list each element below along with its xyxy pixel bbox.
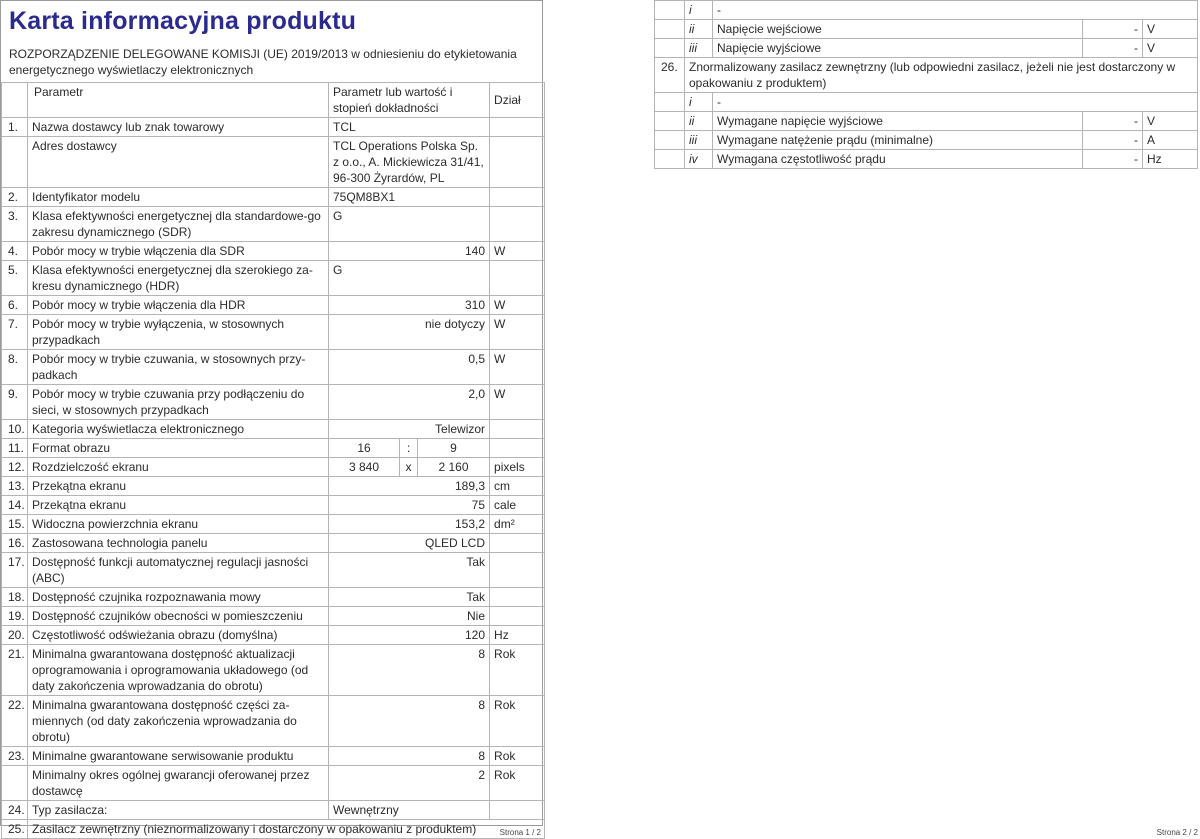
table-row: 16. Zastosowana technologia panelu QLED LCD [2, 534, 545, 553]
table-row: iii Napięcie wyjściowe - V [655, 39, 1198, 58]
table-row: 25. Zasilacz zewnętrzny (nieznormalizowany i dostarczony w opakowaniu z produktem) [2, 820, 545, 839]
table-row: 17. Dostępność funkcji automatycznej regulacji jasności (ABC) Tak [2, 553, 545, 588]
table-row: 11. Format obrazu 16 : 9 [2, 439, 545, 458]
table-row: 18. Dostępność czujnika rozpoznawania mowy Tak [2, 588, 545, 607]
table-row: 19. Dostępność czujników obecności w pomieszczeniu Nie [2, 607, 545, 626]
header-section: Dział [490, 83, 545, 118]
regulation-subtitle: ROZPORZĄDZENIE DELEGOWANE KOMISJI (UE) 2019/2013 w odniesieniu do etykietowania energetycznego wyświetlaczy elektronicznych [9, 47, 517, 77]
table-row: ii Napięcie wejściowe - V [655, 20, 1198, 39]
table-row: 8. Pobór mocy w trybie czuwania, w stosownych przy-padkach 0,5 W [2, 350, 545, 385]
table-row: 4. Pobór mocy w trybie włączenia dla SDR 140 W [2, 242, 545, 261]
table-row: 10. Kategoria wyświetlacza elektronicznego Telewizor [2, 420, 545, 439]
table-row: 21. Minimalna gwarantowana dostępność aktualizacji oprogramowania i oprogramowania układowego (od daty zakończenia wprowadzania do obrotu) 8 Rok [2, 645, 545, 696]
page-1 [0, 0, 543, 838]
table-row: 14. Przekątna ekranu 75 cale [2, 496, 545, 515]
page-footer: Strona 1 / 2 [499, 828, 541, 837]
header-value: Parametr lub wartość i stopień dokładności [329, 83, 490, 118]
table-row: Adres dostawcy TCL Operations Polska Sp. z o.o., A. Mickiewicza 31/41, 96-300 Żyrardów, PL [2, 137, 545, 188]
table-row: 5. Klasa efektywności energetycznej dla szerokiego za-kresu dynamicznego (HDR) G [2, 261, 545, 296]
table-row: 26. Znormalizowany zasilacz zewnętrzny (lub odpowiedni zasilacz, jeżeli nie jest dostarczony w opakowaniu z produktem) [655, 58, 1198, 93]
product-info-table [1, 82, 545, 839]
page-title: Karta informacyjna produktu [9, 7, 357, 35]
table-row: iv Wymagana częstotliwość prądu - Hz [655, 150, 1198, 169]
table-row: 23. Minimalne gwarantowane serwisowanie produktu 8 Rok [2, 747, 545, 766]
table-row: 1. Nazwa dostawcy lub znak towarowy TCL [2, 118, 545, 137]
header-param: Parametr [28, 83, 329, 118]
table-row: 6. Pobór mocy w trybie włączenia dla HDR 310 W [2, 296, 545, 315]
table-row: 3. Klasa efektywności energetycznej dla standardowe-go zakresu dynamicznego (SDR) G [2, 207, 545, 242]
table-row: 15. Widoczna powierzchnia ekranu 153,2 dm² [2, 515, 545, 534]
table-row: 9. Pobór mocy w trybie czuwania przy podłączeniu do sieci, w stosownych przypadkach 2,0 W [2, 385, 545, 420]
table-row: iii Wymagane natężenie prądu (minimalne) - A [655, 131, 1198, 150]
table-row: 2. Identyfikator modelu 75QM8BX1 [2, 188, 545, 207]
page-2 [654, 0, 1200, 838]
table-row: i - [655, 1, 1198, 20]
power-supply-table [654, 0, 1198, 169]
table-row: 20. Częstotliwość odświeżania obrazu (domyślna) 120 Hz [2, 626, 545, 645]
table-row: 12. Rozdzielczość ekranu 3 840 x 2 160 pixels [2, 458, 545, 477]
page-footer: Strona 2 / 2 [1156, 828, 1198, 837]
table-row: 7. Pobór mocy w trybie wyłączenia, w stosownych przypadkach nie dotyczy W [2, 315, 545, 350]
table-row: 22. Minimalna gwarantowana dostępność części za-miennych (od daty zakończenia wprowadzania do obrotu) 8 Rok [2, 696, 545, 747]
table-row: ii Wymagane napięcie wyjściowe - V [655, 112, 1198, 131]
table-row: 24. Typ zasilacza: Wewnętrzny [2, 801, 545, 820]
table-row: Minimalny okres ogólnej gwarancji oferowanej przez dostawcę 2 Rok [2, 766, 545, 801]
table-row: 13. Przekątna ekranu 189,3 cm [2, 477, 545, 496]
table-row: i - [655, 93, 1198, 112]
table-header-row [2, 83, 545, 118]
